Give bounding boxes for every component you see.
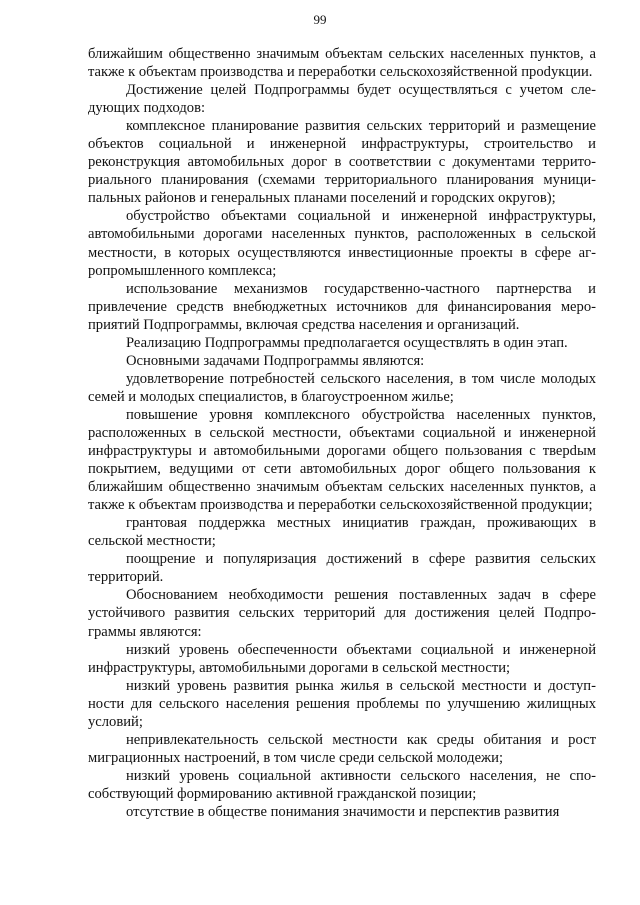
paragraph-11: поощрение и популяризация достижений в сфере развития сельских территорий. [88, 551, 596, 586]
paragraph-17: отсутствие в обществе понимания значимости и перспектив развития [126, 803, 560, 820]
paragraph-4: обустройство объектами социальной и инженерной инфраструктуры, автомобильными дорогами населенных пунктов, расположенных в сельской местности, в которых осуществляются инвестиционные проекты в сфере агропромышленного комплекса; [88, 208, 596, 279]
paragraph-2: Достижение целей Подпрограммы будет осуществляться с учетом следующих подходов: [88, 82, 596, 117]
paragraph-12: Обоснованием необходимости решения поставленных задач в сфере устойчивого развития сельских территорий для достижения целей Подпрограммы являются: [88, 587, 596, 640]
paragraph-9: повышение уровня комплексного обустройства населенных пунктов, расположенных в сельской местности, объектами социальной и инженерной инфраструктуры и автомобильными дорогами общего пользования с тверdым покрытием, ведущими от сети автомобильных дорог общего пользования к ближайшим общественно значимым объектам сельских населенных пунктов, а также к объектам производства и переработки сельскохозяйственной продукции; [88, 406, 596, 514]
paragraph-6: Реализацию Подпрограммы предполагается осуществлять в один этап. [126, 334, 568, 351]
paragraph-8: удовлетворение потребностей сельского населения, в том числе молодых семей и молодых специалистов, в благоустроенном жилье; [88, 370, 596, 405]
paragraph-14: низкий уровень развития рынка жилья в сельской местности и доступности для сельского населения решения проблемы по улучшению жилищных условий; [88, 677, 596, 730]
paragraph-1: ближайшим общественно значимым объектам сельских населенных пунктов, а также к объектам производства и переработки сельскохозяйственной проdукции. [88, 46, 596, 81]
paragraph-15: непривлекательность сельской местности как среды обитания и рост миграционных настроений, в том числе среди сельской молодежи; [88, 731, 596, 766]
document-body [88, 45, 596, 821]
paragraph-5: использование механизмов государственно-частного партнерства и привлечение средств внебюджетных источников для финансирования мероприятий Подпрограммы, включая средства населения и организаций. [88, 280, 596, 333]
paragraph-3: комплексное планирование развития сельских территорий и размещение объектов социальной и инженерной инфраструктуры, строительство и реконструкция автомобильных дорог в соответствии с документами территориального планирования (схемами территориального планирования муниципальных районов и генеральных планами поселений и городских округов); [88, 118, 596, 207]
paragraph-7: Основными задачами Подпрограммы являются: [126, 352, 425, 369]
paragraph-10: грантовая поддержка местных инициатив граждан, проживающих в сельской местности; [88, 515, 596, 550]
paragraph-13: низкий уровень обеспеченности объектами социальной и инженерной инфраструктуры, автомобильными дорогами в сельской местности; [88, 641, 596, 676]
page-number: 99 [313, 12, 327, 27]
paragraph-16: низкий уровень социальной активности сельского населения, не способствующий формированию активной гражданской позиции; [88, 767, 596, 802]
